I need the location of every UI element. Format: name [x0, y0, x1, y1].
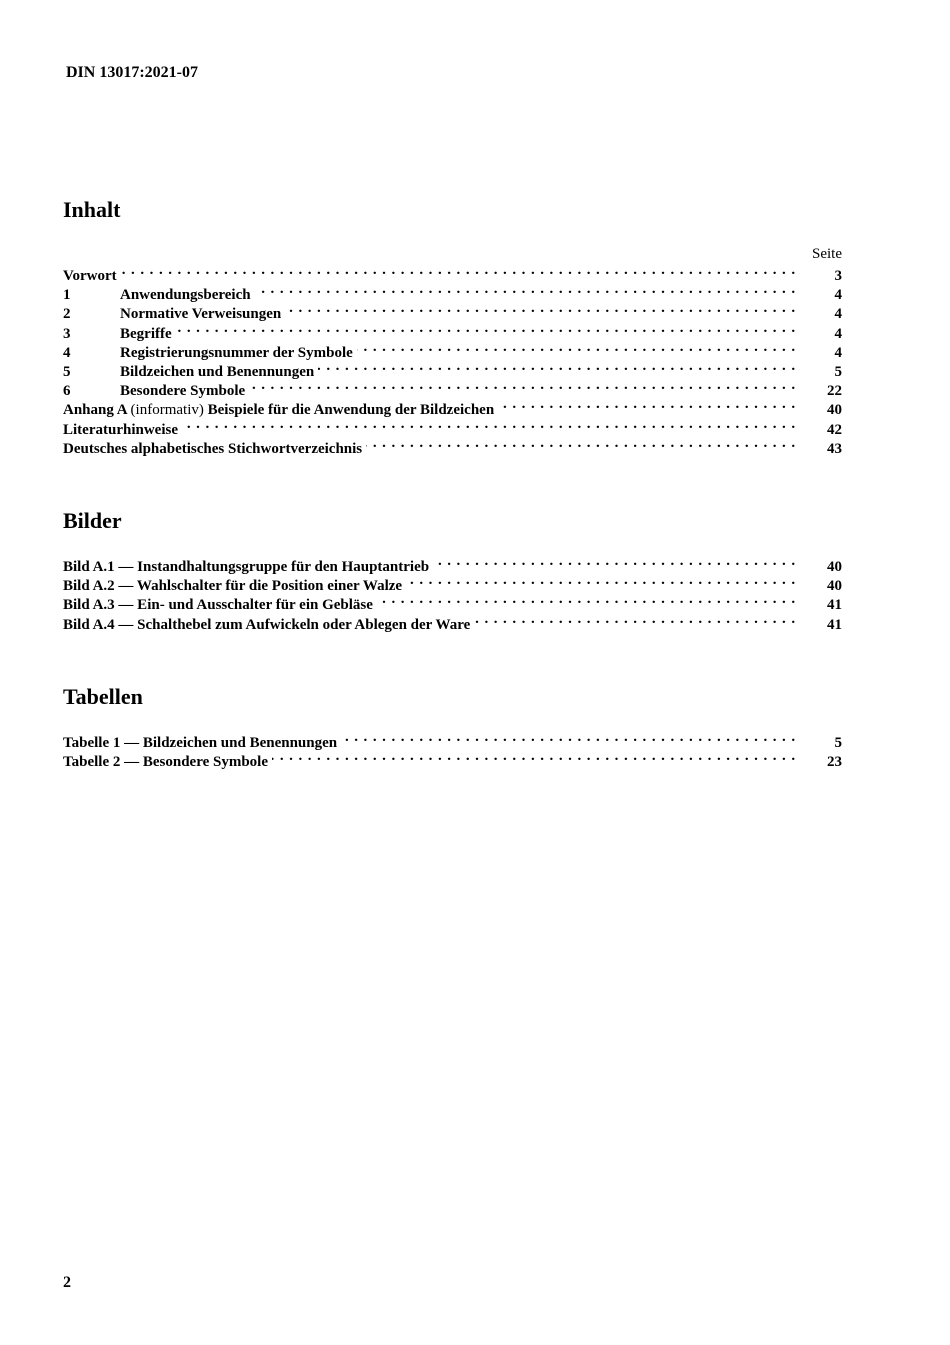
- entry-page: 40: [827, 402, 842, 419]
- entry-title: Anwendungsbereich: [120, 287, 251, 304]
- entry-number: 3: [63, 325, 71, 342]
- toc-entry[interactable]: [63, 419, 842, 438]
- entry-page: 41: [827, 616, 842, 633]
- toc-entry[interactable]: [63, 438, 842, 457]
- page-column-label: Seite: [812, 246, 842, 262]
- toc-entry[interactable]: [63, 380, 842, 399]
- annex-note: (informativ): [130, 402, 204, 419]
- entry-page: 4: [834, 325, 842, 342]
- entry-title: [63, 402, 498, 419]
- entry-page: 40: [827, 578, 842, 595]
- entry-number: 2: [63, 306, 71, 323]
- page-number: 2: [63, 1274, 71, 1291]
- dot-leader: [182, 419, 796, 434]
- document-header: DIN 13017:2021-07: [66, 64, 198, 81]
- toc-entry-vorwort[interactable]: [63, 265, 842, 284]
- dot-leader: [341, 732, 796, 747]
- dot-leader: [406, 575, 796, 590]
- entry-title: Bildzeichen und Benennungen: [120, 363, 315, 380]
- entry-page: 23: [827, 754, 842, 771]
- entry-number: 5: [63, 363, 71, 380]
- entry-page: 3: [834, 268, 842, 284]
- entry-title: Bild A.3 — Ein- und Ausschalter für ein Gebläse: [63, 597, 373, 614]
- entry-page: 4: [834, 344, 842, 361]
- entry-page: 22: [827, 383, 842, 400]
- entry-title: Tabelle 1 — Bildzeichen und Benennungen: [63, 735, 338, 751]
- entry-number: 6: [63, 383, 71, 400]
- entry-page: 4: [834, 287, 842, 304]
- toc-entry[interactable]: [63, 303, 842, 322]
- figure-entry[interactable]: [63, 575, 842, 594]
- entry-title: Vorwort: [63, 268, 117, 284]
- figure-entry[interactable]: [63, 556, 842, 575]
- entry-title: Bild A.4 — Schalthebel zum Aufwickeln oder Ablegen der Ware: [63, 616, 471, 633]
- dot-leader: [285, 303, 796, 318]
- entry-title: Deutsches alphabetisches Stichwortverzeichnis: [63, 440, 363, 457]
- table-entry[interactable]: [63, 751, 842, 770]
- dot-leader: [474, 614, 796, 629]
- entry-title: Normative Verweisungen: [120, 306, 282, 323]
- entry-number: 4: [63, 344, 71, 361]
- entry-title: Besondere Symbole: [120, 383, 246, 400]
- entry-title: Literaturhinweise: [63, 421, 178, 438]
- figures-list: [63, 556, 842, 633]
- dot-leader: [176, 323, 796, 338]
- entry-number: 1: [63, 287, 71, 304]
- dot-leader: [272, 751, 796, 766]
- figure-entry[interactable]: [63, 614, 842, 633]
- dot-leader: [255, 284, 796, 299]
- dot-leader: [357, 342, 796, 357]
- entry-title: Bild A.2 — Wahlschalter für die Position einer Walze: [63, 578, 403, 595]
- figures-heading: Bilder: [63, 508, 122, 533]
- toc-entry[interactable]: [63, 323, 842, 342]
- entry-title: Begriffe: [120, 325, 172, 342]
- toc-entry[interactable]: [63, 284, 842, 303]
- entry-title: Bild A.1 — Instandhaltungsgruppe für den Hauptantrieb: [63, 559, 430, 575]
- contents-list: [63, 265, 842, 457]
- contents-heading: Inhalt: [63, 197, 121, 222]
- toc-entry-annex-a[interactable]: [63, 399, 842, 418]
- entry-page: 41: [827, 597, 842, 614]
- tables-heading: Tabellen: [63, 684, 143, 709]
- entry-title: Registrierungsnummer der Symbole: [120, 344, 353, 361]
- dot-leader: [121, 265, 796, 280]
- tables-list: [63, 732, 842, 770]
- toc-entry[interactable]: [63, 361, 842, 380]
- dot-leader: [433, 556, 796, 571]
- entry-title: Tabelle 2 — Besondere Symbole: [63, 754, 269, 771]
- dot-leader: [249, 380, 796, 395]
- entry-page: 40: [827, 559, 842, 575]
- entry-page: 5: [834, 735, 842, 751]
- dot-leader: [318, 361, 796, 376]
- entry-page: 4: [834, 306, 842, 323]
- annex-prefix: Anhang A: [63, 402, 127, 419]
- toc-entry[interactable]: [63, 342, 842, 361]
- entry-page: 42: [827, 421, 842, 438]
- dot-leader: [498, 399, 796, 414]
- entry-page: 43: [827, 440, 842, 457]
- table-entry[interactable]: [63, 732, 842, 751]
- annex-title: Beispiele für die Anwendung der Bildzeichen: [207, 402, 495, 419]
- entry-page: 5: [834, 363, 842, 380]
- figure-entry[interactable]: [63, 594, 842, 613]
- dot-leader: [366, 438, 796, 453]
- dot-leader: [377, 594, 796, 609]
